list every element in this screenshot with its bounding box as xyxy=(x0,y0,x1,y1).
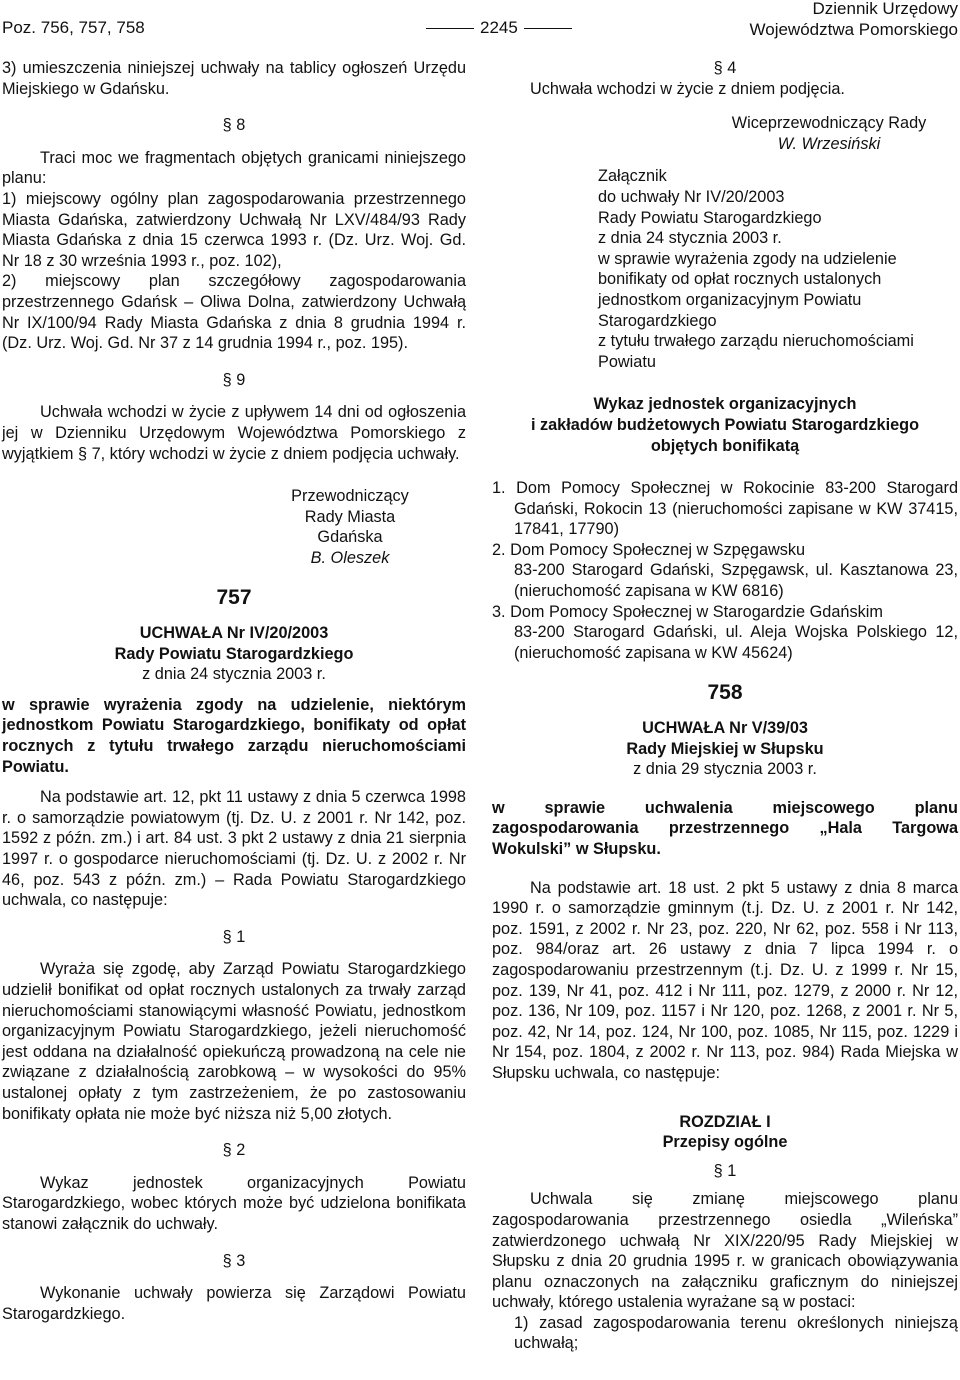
list-item: 2. Dom Pomocy Społecznej w Szpęgawsku xyxy=(492,540,806,559)
page-header xyxy=(0,0,960,40)
section-heading: § 2 xyxy=(222,1141,246,1160)
list-item: 2) miejscowy plan szczegółowy zagospodarowania przestrzennego Gdańsk – Oliwa Dolna, zatwierdzony Uchwałą Nr IX/100/94 Rady Miasta Gdańska z dnia 8 grudnia 1994 r. (Dz. Urz. Woj. Gd. Nr 37 z 14 grudnia 1994 r., poz. 195). xyxy=(2,272,466,353)
signature-name: B. Oleszek xyxy=(310,548,390,567)
paragraph: Wyraża się zgodę, aby Zarząd Powiatu Starogardzkiego udzielił bonifikat od opłat rocznych ustalonych za trwały zarząd nieruchomościami stanowiącymi własność Powiatu, jednostkom organizacyjnym Powiatu Starogardzkiego, jeżeli nieruchomość jest oddana na działalność opiekuńczą prowadzoną na cele nie związane z działalnością zarobkową – w wysokości do 95% ustalonej opłaty z tym zastrzeżeniem, że po zastosowaniu bonifikaty opłata nie może być niższa niż 5,00 złotych. xyxy=(2,960,466,1123)
resolution-title: UCHWAŁA Nr V/39/03 xyxy=(642,719,808,738)
resolution-body: Rady Powiatu Starogardzkiego xyxy=(114,644,354,663)
left-column xyxy=(2,58,466,1324)
attachment-subject: w sprawie wyrażenia zgody na udzielenie bonifikaty od opłat rocznych ustalonych jednostkom organizacyjnym Powiatu Starogardzkiego xyxy=(598,249,897,330)
legal-basis: Na podstawie art. 12, pkt 11 ustawy z dnia 5 czerwca 1998 r. o samorządzie powiatowym (tj. Dz. U. z 2001 r. Nr 142, poz. 1592 z późn. zm.) i art. 84 ust. 3 pkt 2 ustawy z dnia 21 sierpnia 1997 r. o gospodarce nieruchomościami (tj. Dz. U. z 2002 r. Nr 46, poz. 543 z późn. zm.) – Rada Powiatu Starogardzkiego uchwala, co następuje: xyxy=(2,788,466,910)
signature-role: Wiceprzewodniczący Rady xyxy=(731,114,927,133)
journal-name-line2: Województwa Pomorskiego xyxy=(749,20,958,39)
attachment-label: Załącznik xyxy=(598,167,667,186)
section-heading: § 8 xyxy=(222,116,246,135)
resolution-date: z dnia 24 stycznia 2003 r. xyxy=(142,665,326,684)
chapter-subtitle: Przepisy ogólne xyxy=(662,1133,788,1152)
signature-block xyxy=(720,113,938,154)
resolution-title: UCHWAŁA Nr IV/20/2003 xyxy=(139,624,329,643)
attachment-date: z dnia 24 stycznia 2003 r. xyxy=(598,229,782,248)
list-item: 3. Dom Pomocy Społecznej w Starogardzie Gdańskim xyxy=(492,602,883,621)
signature-body: Rady Miasta Gdańska xyxy=(304,507,396,547)
list-heading: Wykaz jednostek organizacyjnych xyxy=(593,395,857,414)
legal-basis: Na podstawie art. 18 ust. 2 pkt 5 ustawy z dnia 8 marca 1990 r. o samorządzie gminnym (t.j. Dz. U. z 2001 r. Nr 142, poz. 1591, z 2002 r. Nr 23, poz. 220, Nr 62, poz. 558 i Nr 113, poz. 984/oraz art. 26 ustawy z dnia 7 lipca 1994 r. o zagospodarowaniu przestrzennym (t.j. Dz. U. z 1999 r. Nr 15, poz. 139, Nr 41, poz. 412 i Nr 111, poz. 1279, z 2000 r. Nr 12, poz. 136, Nr 109, poz. 1157 i Nr 120, poz. 1268, z 2001 r. Nr 5, poz. 42, Nr 14, poz. 124, Nr 100, poz. 1085, Nr 115, poz. 1229 i Nr 154, poz. 1804, z 2002 r. Nr 113, poz. 984) Rada Miejska w Słupsku uchwala, co następuje: xyxy=(492,878,958,1082)
resolution-subject: w sprawie uchwalenia miejscowego planu zagospodarowania przestrzennego „Hala Targowa Wokulski” w Słupsku. xyxy=(492,798,958,858)
attachment-header xyxy=(492,166,958,372)
attachment-subject-cont: z tytułu trwałego zarządu nieruchomościami Powiatu xyxy=(598,332,914,371)
page-number xyxy=(420,18,578,38)
paragraph: Wykaz jednostek organizacyjnych Powiatu Starogardzkiego, wobec których może być udzielona bonifikata stanowi załącznik do uchwały. xyxy=(2,1173,466,1233)
resolution-body: Rady Miejskiej w Słupsku xyxy=(626,739,824,758)
list-item: 1. Dom Pomocy Społecznej w Rokocinie 83-200 Starogard Gdański, Rokocin 13 (nieruchomości zapisane w KW 37415, 17841, 17790) xyxy=(492,479,958,539)
attachment-body: Rady Powiatu Starogardzkiego xyxy=(598,208,822,227)
journal-name xyxy=(750,0,959,40)
section-heading: § 3 xyxy=(222,1251,246,1270)
section-heading: § 9 xyxy=(222,370,246,389)
list-item-detail: 83-200 Starogard Gdański, ul. Aleja Wojska Polskiego 12, (nieruchomość zapisana w KW 45624) xyxy=(514,623,958,662)
attachment-ref: do uchwały Nr IV/20/2003 xyxy=(598,187,785,206)
page-number-text: 2245 xyxy=(480,18,518,37)
divider xyxy=(426,28,474,29)
signature-role: Przewodniczący xyxy=(291,487,409,506)
position-number: 758 xyxy=(707,681,743,705)
section-heading: § 1 xyxy=(222,927,246,946)
list-item: 1) zasad zagospodarowania terenu określonych niniejszą uchwałą; xyxy=(514,1313,958,1353)
position-numbers: Poz. 756, 757, 758 xyxy=(2,18,145,37)
section-heading: § 1 xyxy=(713,1161,737,1180)
paragraph: Uchwala się zmianę miejscowego planu zagospodarowania przestrzennego osiedla „Wileńska” zatwierdzonego uchwałą Nr XIX/220/95 Rady Miejskiej w Słupsku z dnia 20 grudnia 1995 r. w granicach obowiązywania planu oznaczonych na załączniku graficznym do niniejszej uchwały, którego ustalenia wyrażane są w postaci: xyxy=(492,1190,958,1312)
signature-name: W. Wrzesiński xyxy=(777,134,881,153)
paragraph: Uchwała wchodzi w życie z dniem podjęcia. xyxy=(530,79,845,98)
right-column xyxy=(492,58,958,1354)
divider xyxy=(524,28,572,29)
paragraph: Traci moc we fragmentach objętych granicami niniejszego planu: xyxy=(2,148,466,188)
paragraph: Wykonanie uchwały powierza się Zarządowi Powiatu Starogardzkiego. xyxy=(2,1284,466,1323)
position-number: 757 xyxy=(216,586,252,610)
list-heading: i zakładów budżetowych Powiatu Starogardzkiego xyxy=(530,415,920,434)
chapter-title: ROZDZIAŁ I xyxy=(679,1112,771,1131)
paragraph: 3) umieszczenia niniejszej uchwały na tablicy ogłoszeń Urzędu Miejskiego w Gdańsku. xyxy=(2,59,466,98)
list-item-detail: 83-200 Starogard Gdański, Szpęgawsk, ul. Kasztanowa 23, (nieruchomość zapisana w KW 6816) xyxy=(514,561,958,601)
section-heading: § 4 xyxy=(713,59,737,77)
list-heading: objętych bonifikatą xyxy=(650,436,800,455)
paragraph: Uchwała wchodzi w życie z upływem 14 dni od ogłoszenia jej w Dzienniku Urzędowym Województwa Pomorskiego z wyjątkiem § 7, który wchodzi w życie z dniem podjęcia uchwały. xyxy=(2,403,466,463)
list-item: 1) miejscowy ogólny plan zagospodarowania przestrzennego Miasta Gdańska, zatwierdzony Uchwałą Nr LXV/484/93 Rady Miasta Gdańska z dnia 15 czerwca 1993 r. (Dz. Urz. Woj. Gd. Nr 18 z 30 września 1993 r., poz. 102), xyxy=(2,189,466,270)
journal-name-line1: Dziennik Urzędowy xyxy=(812,0,958,18)
resolution-subject: w sprawie wyrażenia zgody na udzielenie, niektórym jednostkom Powiatu Starogardzkiego, bonifikaty od opłat rocznych z tytułu trwałego zarządu nieruchomościami Powiatu. xyxy=(2,695,466,776)
resolution-date: z dnia 29 stycznia 2003 r. xyxy=(633,760,817,779)
signature-block xyxy=(270,486,430,568)
